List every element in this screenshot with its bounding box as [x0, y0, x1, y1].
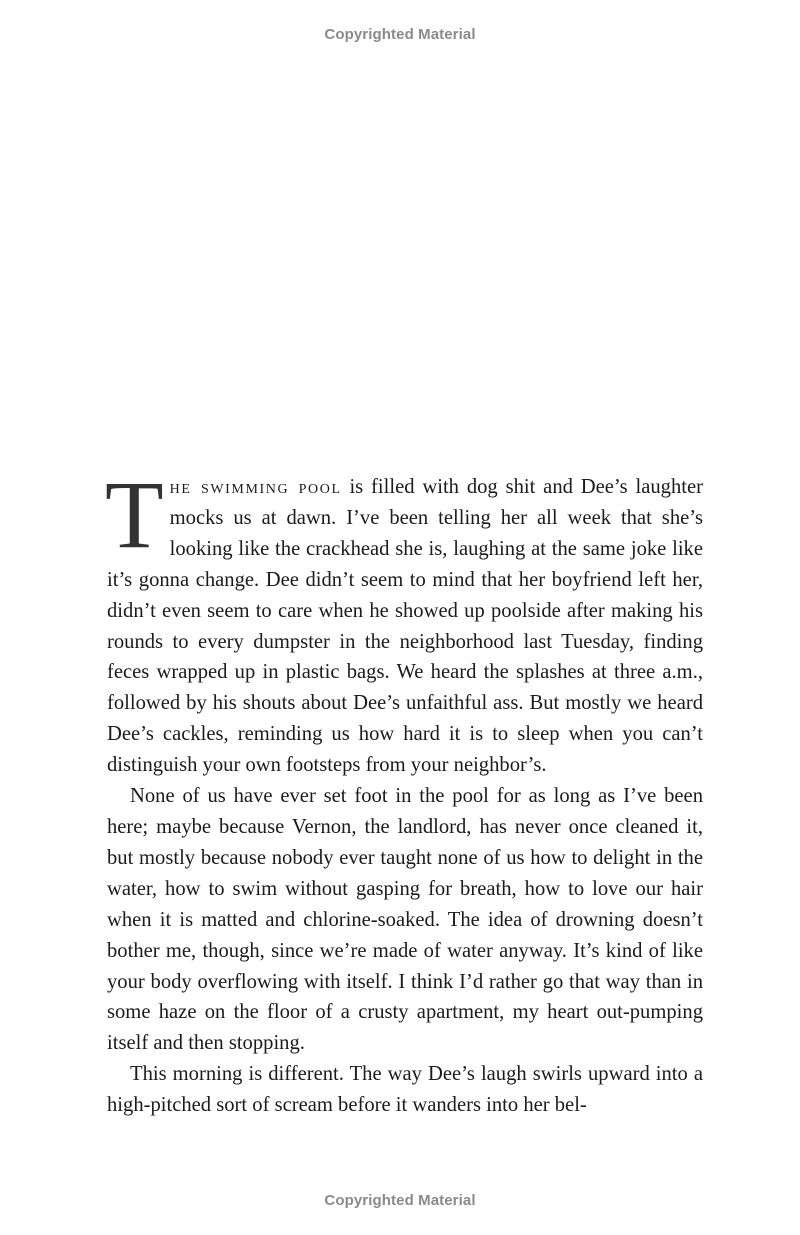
page-text: [105, 461, 703, 1121]
copyright-watermark-top: Copyrighted Material: [324, 26, 476, 43]
paragraph-1: [105, 461, 703, 781]
copyright-watermark-bottom: Copyrighted Material: [324, 1192, 476, 1209]
paragraph-2: None of us have ever set foot in the pool for as long as I’ve been here; maybe because Vernon, the landlord, has never once cleaned it, but mostly because nobody ever taught none of us how to delight in the water, how to swim without gasping for breath, how to love our hair when it is matted and chlorine-soaked. The idea of drowning doesn’t bother me, though, since we’re made of water anyway. It’s kind of like your body overflowing with itself. I think I’d rather go that way than in some haze on the floor of a crusty apartment, my heart out-pumping itself and then stopping.: [107, 785, 703, 1055]
drop-cap: T: [105, 461, 164, 568]
paragraph-3: This morning is different. The way Dee’s laugh swirls upward into a high-pitched sort of scream before it wanders into her bel-: [107, 1063, 703, 1117]
opening-small-caps: he swimming pool: [169, 476, 342, 498]
paragraph-1-text: is filled with dog shit and Dee’s laughter mocks us at dawn. I’ve been telling her all week that she’s looking like the crackhead she is, laughing at the same joke like it’s gonna change. Dee didn’t seem to mind that her boyfriend left her, didn’t even seem to care when he showed up poolside after making his rounds to every dumpster in the neighborhood last Tuesday, finding feces wrapped up in plastic bags. We heard the splashes at three a.m., followed by his shouts about Dee’s unfaithful ass. But mostly we heard Dee’s cackles, reminding us how hard it is to sleep when you can’t distinguish your own footsteps from your neighbor’s.: [107, 476, 703, 777]
